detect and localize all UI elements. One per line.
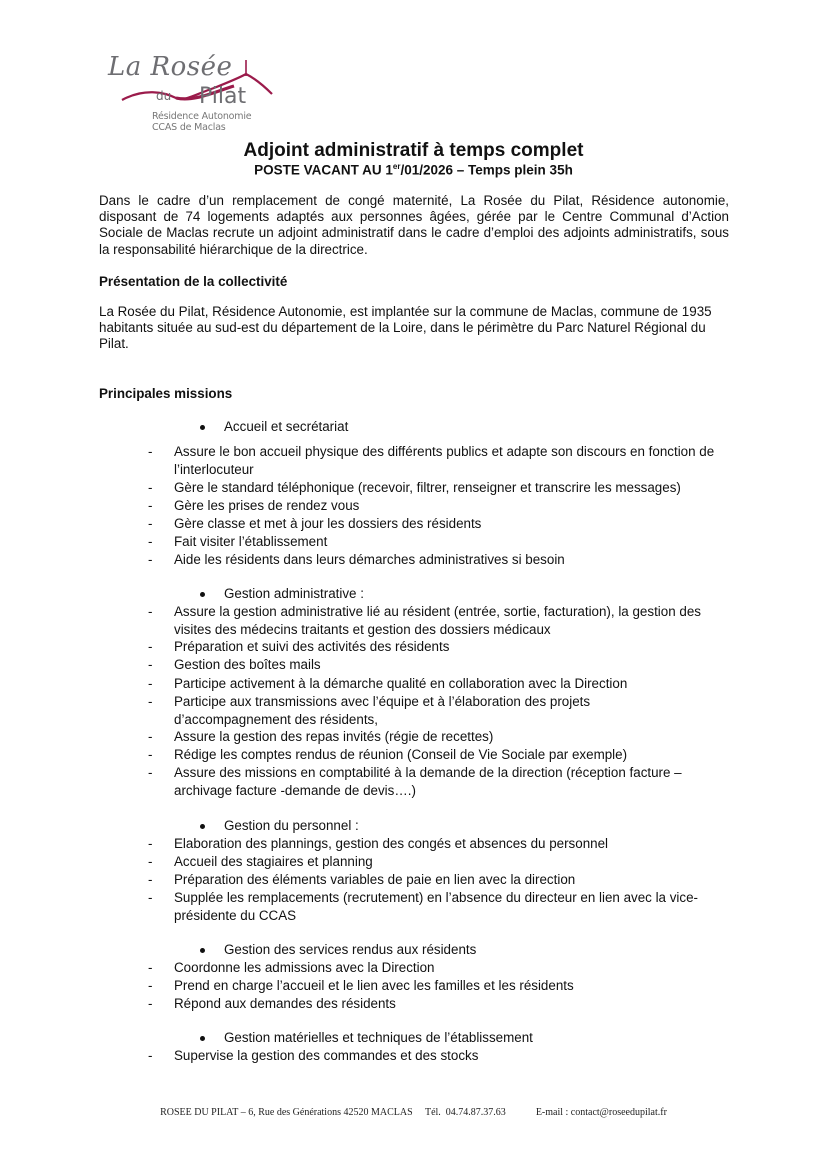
list-item-text: Assure la gestion administrative lié au résident (entrée, sortie, facturation), la gestion des visites des médecins traitants et gestion des dossiers médicaux: [174, 604, 701, 637]
list-item-text: Coordonne les admissions avec la Direction: [174, 960, 435, 975]
dash-marker: -: [148, 480, 153, 495]
dash-marker: -: [148, 498, 153, 513]
dash-marker: -: [148, 604, 153, 619]
dash-marker: -: [148, 996, 153, 1011]
footer-address: ROSEE DU PILAT – 6, Rue des Générations 42520 MACLAS: [160, 1107, 413, 1118]
logo-subtitle-1: Résidence Autonomie: [152, 111, 252, 122]
list-item-text: Supplée les remplacements (recrutement) en l’absence du directeur en lien avec la vice-présidente du CCAS: [174, 890, 698, 923]
subtitle-suffix: /01/2026 – Temps plein 35h: [400, 162, 573, 178]
dash-marker: -: [148, 694, 153, 709]
subtitle-prefix: POSTE VACANT AU 1: [254, 162, 393, 178]
dash-marker: -: [148, 960, 153, 975]
list-item-text: Rédige les comptes rendus de réunion (Conseil de Vie Sociale par exemple): [174, 747, 628, 762]
bullet-icon: [200, 592, 205, 597]
logo-subtitle-2: CCAS de Maclas: [152, 122, 226, 133]
page-subtitle: [0, 162, 827, 178]
list-item-text: Assure le bon accueil physique des différents publics et adapte son discours en fonction de l’interlocuteur: [174, 444, 715, 477]
logo-pilat: Pilat: [199, 84, 247, 109]
page-footer: [0, 1107, 827, 1118]
list-item-text: Aide les résidents dans leurs démarches administratives si besoin: [174, 552, 565, 567]
dash-marker: -: [148, 978, 153, 993]
footer-phone: Tél. 04.74.87.37.63: [424, 1107, 506, 1118]
logo-line1: La Rosée: [108, 52, 233, 82]
logo-du: du: [156, 89, 172, 103]
section-title: Gestion des services rendus aux résidents: [224, 942, 477, 957]
list-item-text: Assure la gestion des repas invités (régie de recettes): [174, 729, 494, 744]
logo: [104, 52, 274, 148]
dash-marker: -: [148, 534, 153, 549]
dash-marker: -: [148, 765, 153, 780]
dash-marker: -: [148, 854, 153, 869]
dash-marker: -: [148, 444, 153, 459]
bullet-icon: [200, 425, 205, 430]
list-item-text: Assure des missions en comptabilité à la demande de la direction (réception facture – archivage facture -demande de devis….): [174, 765, 682, 798]
dash-marker: -: [148, 729, 153, 744]
subtitle-sup: er: [392, 162, 401, 171]
list-item-text: Gestion des boîtes mails: [174, 657, 321, 672]
list-item-text: Supervise la gestion des commandes et des stocks: [174, 1048, 479, 1063]
list-item-text: Participe aux transmissions avec l’équipe et à l’élaboration des projets d’accompagnement des résidents,: [174, 694, 591, 727]
section-title: Gestion administrative :: [224, 586, 364, 601]
dash-marker: -: [148, 552, 153, 567]
list-item-text: Gère les prises de rendez vous: [174, 498, 360, 513]
bullet-icon: [200, 1036, 205, 1041]
list-item-text: Fait visiter l’établissement: [174, 534, 328, 549]
presentation-paragraph: La Rosée du Pilat, Résidence Autonomie, est implantée sur la commune de Maclas, commune de 1935 habitants située au sud-est du département de la Loire, dans le périmètre du Parc Naturel Régional du Pilat.: [99, 304, 712, 352]
footer-email[interactable]: E-mail : contact@roseedupilat.fr: [535, 1107, 667, 1118]
list-item-text: Préparation et suivi des activités des résidents: [174, 639, 450, 654]
bullet-icon: [200, 824, 205, 829]
dash-marker: -: [148, 890, 153, 905]
dash-marker: -: [148, 639, 153, 654]
presentation-heading: Présentation de la collectivité: [99, 274, 288, 289]
list-item-text: Gère le standard téléphonique (recevoir, filtrer, renseigner et transcrire les messages): [174, 480, 681, 495]
dash-marker: -: [148, 516, 153, 531]
section-title: Gestion du personnel :: [224, 818, 359, 833]
missions-heading: Principales missions: [99, 386, 233, 401]
list-item-text: Préparation des éléments variables de paie en lien avec la direction: [174, 872, 576, 887]
list-item-text: Accueil des stagiaires et planning: [174, 854, 373, 869]
list-item-text: Participe activement à la démarche qualité en collaboration avec la Direction: [174, 676, 628, 691]
dash-marker: -: [148, 836, 153, 851]
list-item-text: Gère classe et met à jour les dossiers des résidents: [174, 516, 482, 531]
section-title: Gestion matérielles et techniques de l’établissement: [224, 1030, 533, 1045]
bullet-icon: [200, 948, 205, 953]
page-title: Adjoint administratif à temps complet: [243, 140, 584, 161]
dash-marker: -: [148, 872, 153, 887]
dash-marker: -: [148, 657, 153, 672]
list-item-text: Prend en charge l’accueil et le lien avec les familles et les résidents: [174, 978, 574, 993]
intro-paragraph: Dans le cadre d’un remplacement de congé maternité, La Rosée du Pilat, Résidence autonomie, disposant de 74 logements adaptés aux personnes âgées, gérée par le Centre Communal d’Action Sociale de Maclas recrute un adjoint administratif dans le cadre d’emploi des adjoints administratifs, sous la responsabilité hiérarchique de la directrice.: [99, 193, 729, 257]
list-item-text: Répond aux demandes des résidents: [174, 996, 396, 1011]
dash-marker: -: [148, 676, 153, 691]
dash-marker: -: [148, 747, 153, 762]
list-item-text: Elaboration des plannings, gestion des congés et absences du personnel: [174, 836, 609, 851]
section-title: Accueil et secrétariat: [224, 419, 349, 434]
dash-marker: -: [148, 1048, 153, 1063]
